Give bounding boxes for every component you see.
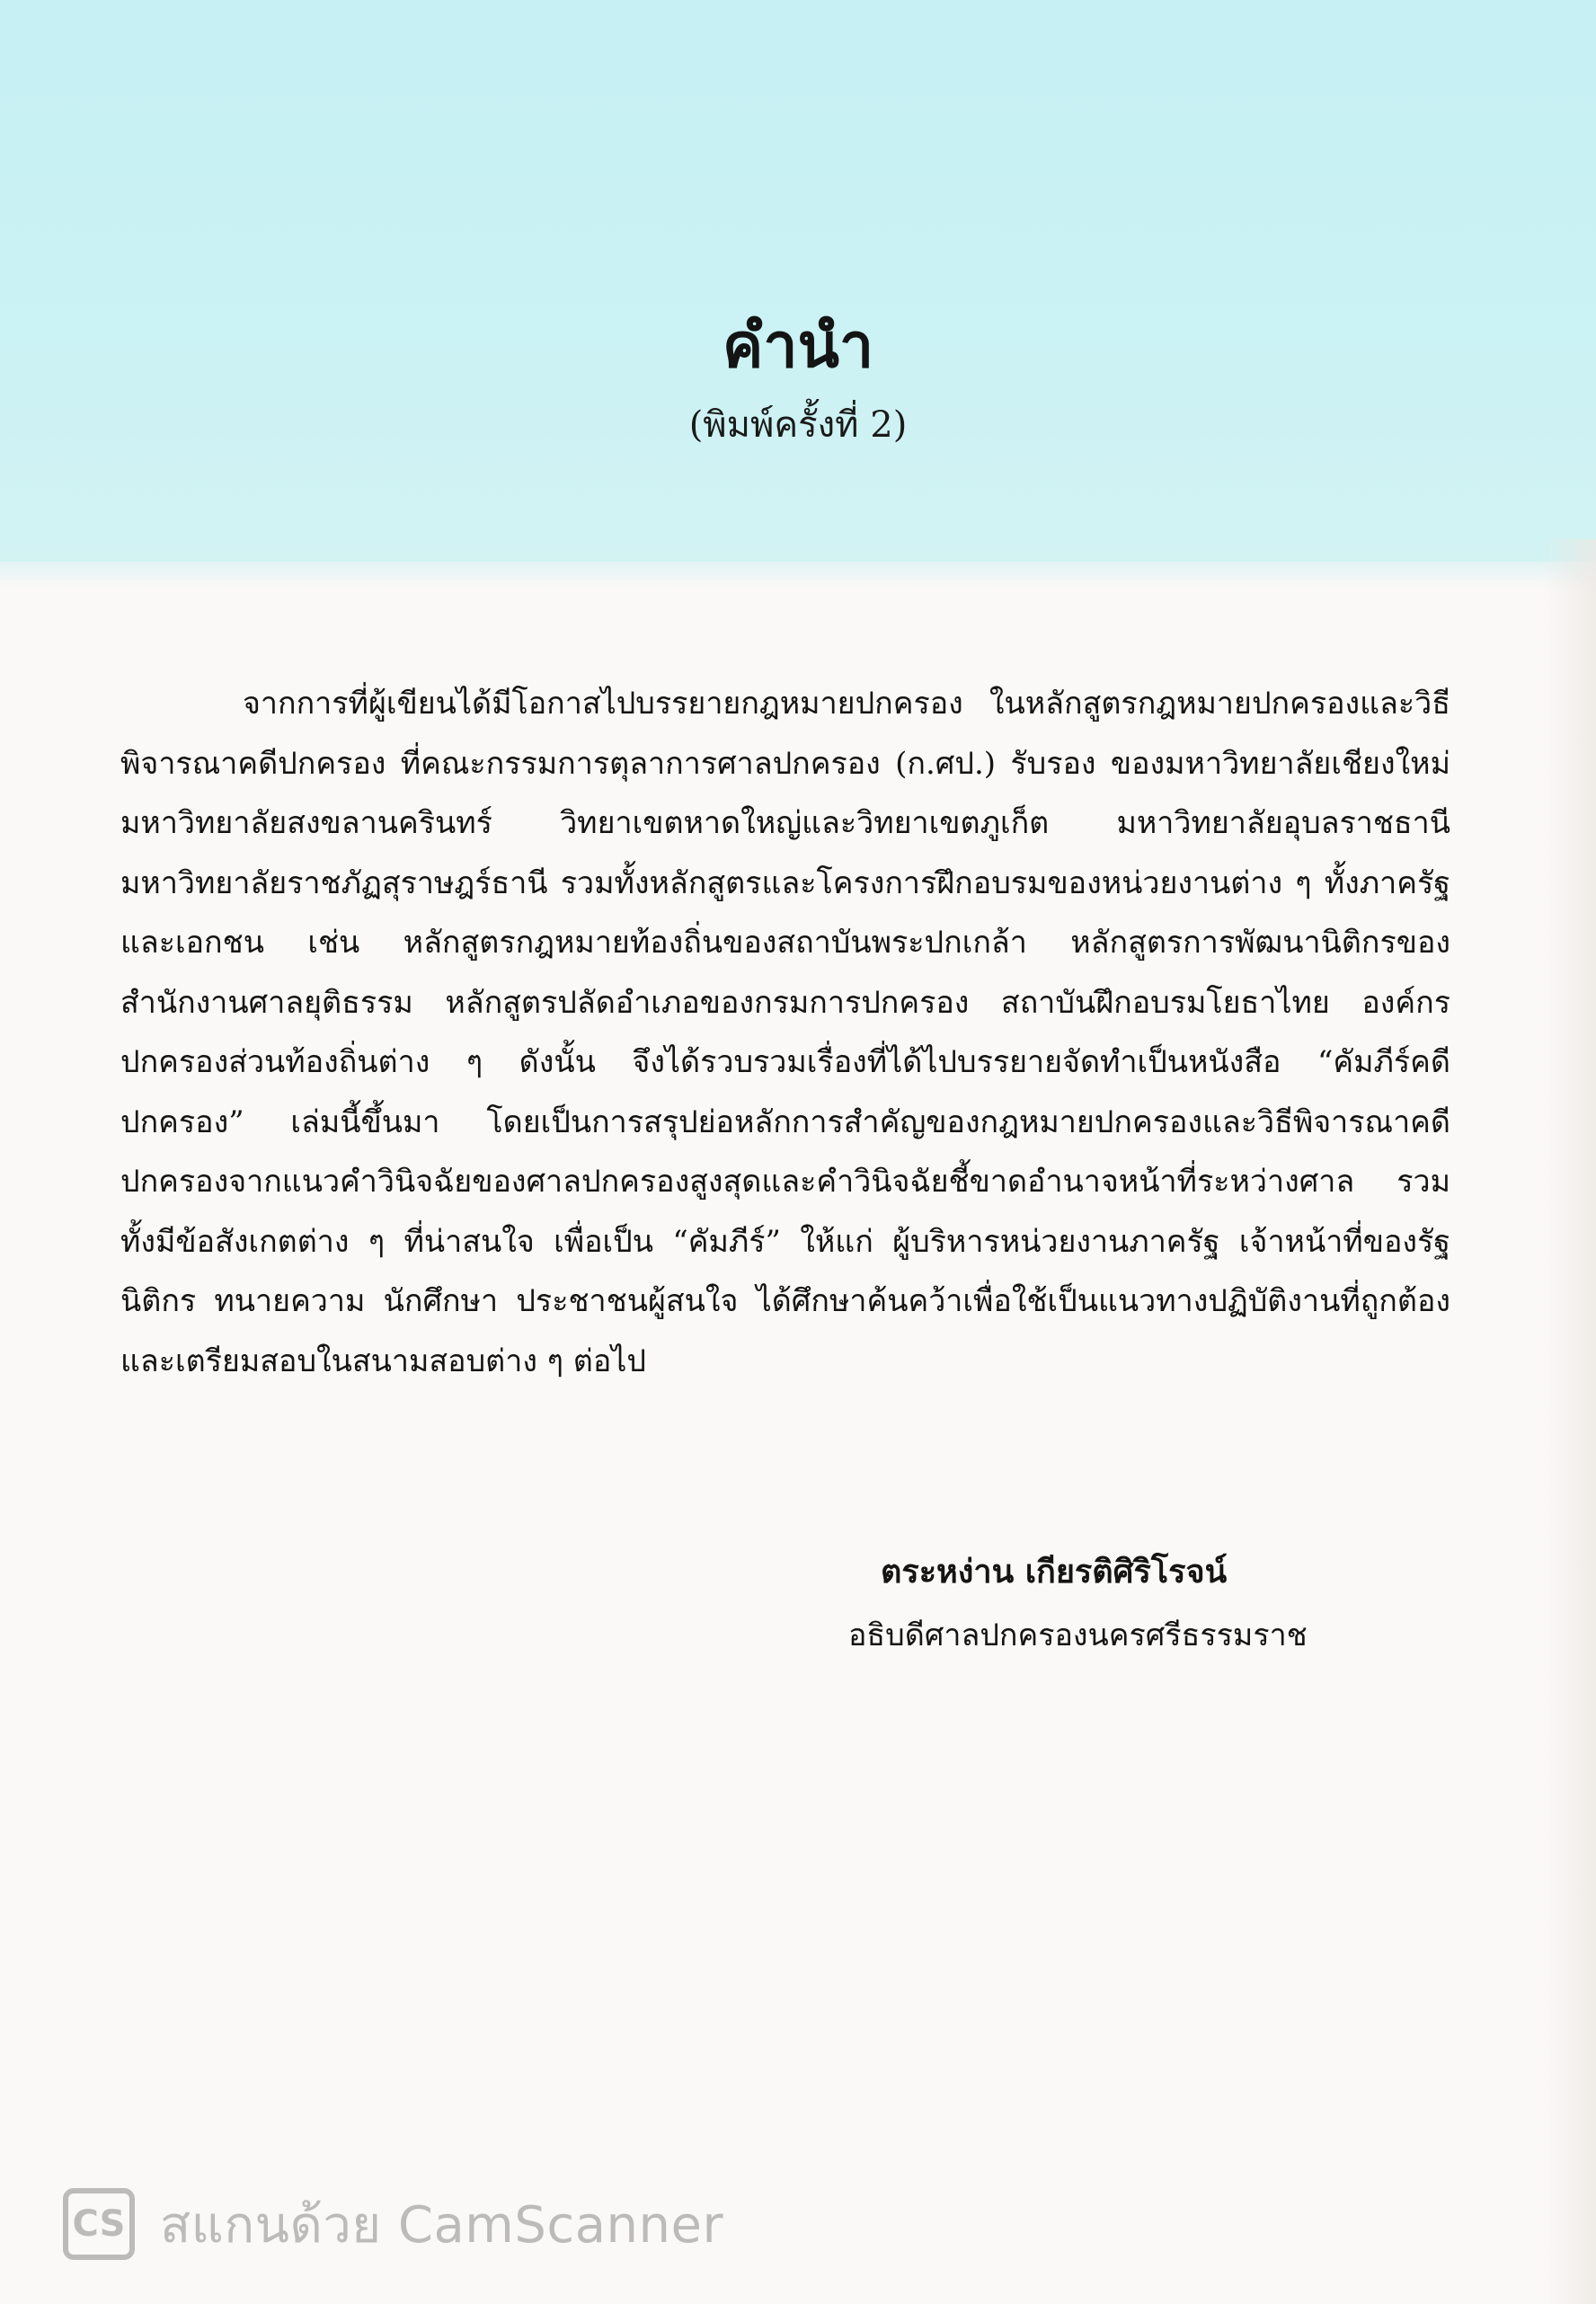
preface-paragraph: จากการที่ผู้เขียนได้มีโอกาสไปบรรยายกฎหมายปกครอง ในหลักสูตรกฎหมายปกครองและวิธีพิจารณาคดีปกครอง ที่คณะกรรมการตุลาการศาลปกครอง (ก.ศป.) รับรอง ของมหาวิทยาลัยเชียงใหม่ มหาวิทยาลัยสงขลานครินทร์ วิทยาเขตหาดใหญ่และวิทยาเขตภูเก็ต มหาวิทยาลัยอุบลราชธานี มหาวิทยาลัยราชภัฏสุราษฎร์ธานี รวมทั้งหลักสูตรและโครงการฝึกอบรมของหน่วยงานต่าง ๆ ทั้งภาครัฐและเอกชน เช่น หลักสูตรกฎหมายท้องถิ่นของสถาบันพระปกเกล้า หลักสูตรการพัฒนานิติกรของสำนักงานศาลยุติธรรม หลักสูตรปลัดอำเภอของกรมการปกครอง สถาบันฝึกอบรมโยธาไทย องค์กรปกครองส่วนท้องถิ่นต่าง ๆ ดังนั้น จึงได้รวบรวมเรื่องที่ได้ไปบรรยายจัดทำเป็นหนังสือ “คัมภีร์คดีปกครอง” เล่มนี้ขึ้นมา โดยเป็นการสรุปย่อหลักการสำคัญของกฎหมายปกครองและวิธีพิจารณาคดีปกครองจากแนวคำวินิจฉัยของศาลปกครองสูงสุดและคำวินิจฉัยชี้ขาดอำนาจหน้าที่ระหว่างศาล รวมทั้งมีข้อสังเกตต่าง ๆ ที่น่าสนใจ เพื่อเป็น “คัมภีร์” ให้แก่ ผู้บริหารหน่วยงานภาครัฐ เจ้าหน้าที่ของรัฐ นิติกร ทนายความ นักศึกษา ประชาชนผู้สนใจ ได้ศึกษาค้นคว้าเพื่อใช้เป็นแนวทางปฏิบัติงานที่ถูกต้อง และเตรียมสอบในสนามสอบต่าง ๆ ต่อไป [120,686,1450,1379]
preface-body [120,674,1450,1391]
page-shade [1542,539,1596,2304]
page-subtitle: (พิมพ์ครั้งที่ 2) [688,404,908,446]
page-title: คำนำ [722,311,874,382]
camscanner-watermark [63,2184,723,2264]
watermark-text: สแกนด้วย CamScanner [160,2195,723,2255]
author-title: อธิบดีศาลปกครองนครศรีธรรมราช [848,1617,1308,1653]
camscanner-logo-icon: CS [63,2188,135,2260]
cover-band [0,0,1596,562]
author-name: ตระหง่าน เกียรติศิริโรจน์ [881,1554,1228,1591]
